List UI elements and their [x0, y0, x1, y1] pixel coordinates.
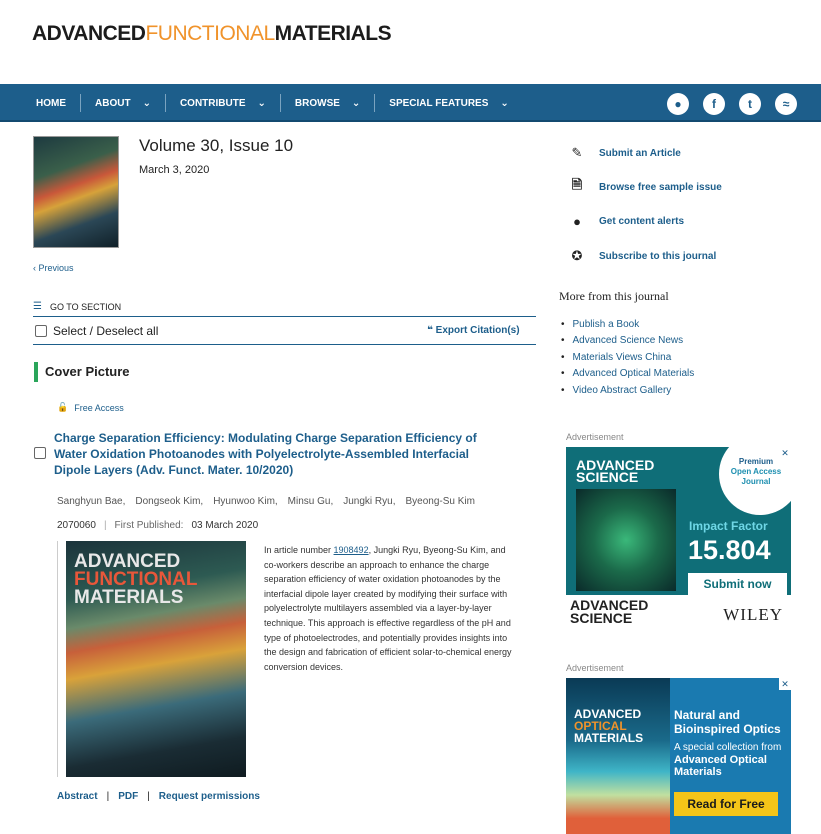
- author[interactable]: Hyunwoo Kim,: [213, 496, 278, 507]
- impact-factor-value: 15.804: [688, 535, 771, 565]
- article-number: 2070060: [57, 520, 96, 531]
- issue-date: March 3, 2020: [139, 164, 210, 176]
- nav-browse[interactable]: [281, 84, 374, 122]
- ad-journal-logo: [574, 708, 643, 744]
- chevron-left-icon: ‹: [33, 263, 39, 273]
- nav-home[interactable]: [22, 84, 80, 122]
- advanced-science-ad[interactable]: [566, 447, 791, 635]
- ad-cover-image: [576, 489, 676, 591]
- abstract-intro: In article number: [264, 545, 334, 555]
- twitter-icon[interactable]: t: [739, 93, 761, 115]
- more-link[interactable]: [561, 382, 694, 399]
- nav-browse-label: BROWSE: [294, 97, 340, 109]
- article-checkbox[interactable]: [34, 447, 46, 459]
- abstract-body: , Jungki Ryu, Byeong-Su Kim, and co-workers describe an approach to enhance the charge separation efficiency of water oxidation photoanodes by the interfacial dipole layer created by modifying their surface with polyelectrolyte multilayers assembled via a layer-by-layer technique. This approach is effective regardless of the pH and type of photoelectrodes, and potentially provides insights into the design and fabrication of efficient solar-to-chemical energy conversion devices.: [264, 545, 512, 672]
- section-marker: [34, 362, 38, 382]
- document-icon: 🗎: [571, 177, 583, 192]
- read-for-free-button[interactable]: Read for Free: [674, 792, 778, 816]
- rss-icon[interactable]: ≈: [775, 93, 797, 115]
- ad-submit-button[interactable]: Submit now: [688, 573, 787, 595]
- select-all[interactable]: [35, 324, 158, 338]
- link-separator: |: [106, 791, 110, 802]
- more-link[interactable]: [561, 366, 694, 383]
- ad-close-icon[interactable]: ✕: [779, 678, 791, 690]
- link-separator: |: [147, 791, 150, 802]
- more-link-label: • Advanced Science News: [572, 335, 684, 347]
- impact-factor-label: Impact Factor: [689, 519, 768, 533]
- more-from-journal-title: More from this journal: [559, 289, 669, 303]
- issue-cover-thumbnail[interactable]: [33, 136, 119, 248]
- nav-contribute[interactable]: [166, 84, 280, 122]
- ad-premium-badge: [725, 457, 787, 487]
- chevron-down-icon: ⌄: [500, 97, 509, 109]
- article-links: [57, 791, 260, 802]
- article-reference-link[interactable]: 1908492: [333, 545, 369, 555]
- nav-special-features[interactable]: [375, 84, 522, 122]
- ad-footer-logo-line-2: SCIENCE: [570, 610, 633, 626]
- ad-logo-line-2: SCIENCE: [576, 469, 639, 485]
- ad-footer: [566, 595, 791, 635]
- list-icon: ☰: [33, 301, 42, 312]
- abstract-snippet: [264, 543, 512, 674]
- author[interactable]: Jungki Ryu,: [343, 496, 396, 507]
- facebook-icon[interactable]: f: [703, 93, 725, 115]
- bell-icon[interactable]: ●: [667, 93, 689, 115]
- nav-special-features-label: SPECIAL FEATURES: [389, 97, 489, 109]
- submit-article-label: Submit an Article: [599, 147, 681, 159]
- nav-contribute-label: CONTRIBUTE: [179, 97, 246, 109]
- chevron-down-icon: ⌄: [142, 97, 151, 109]
- cover-image[interactable]: [66, 541, 246, 777]
- article-meta: [57, 520, 258, 531]
- ad-logo-line-1: ADVANCED: [576, 457, 655, 473]
- previous-label: Previous: [38, 263, 74, 273]
- author[interactable]: Dongseok Kim,: [135, 496, 204, 507]
- quote-icon: ❝: [427, 325, 436, 336]
- ad-logo-line-1: ADVANCED: [574, 707, 642, 721]
- free-access-badge: [57, 402, 124, 413]
- export-citations-button[interactable]: [427, 325, 520, 336]
- ad-logo-line-2: OPTICAL: [574, 719, 627, 733]
- select-all-label: Select / Deselect all: [53, 324, 159, 338]
- ad-subline: A special collection from: [674, 742, 782, 753]
- more-from-journal-list: [561, 316, 694, 399]
- ad-footer-logo: [570, 599, 648, 625]
- premium-sublabel: Open Access Journal: [730, 467, 782, 486]
- content-alerts-link[interactable]: [569, 213, 684, 229]
- star-icon: ✪: [571, 248, 583, 263]
- nav-about[interactable]: [81, 84, 165, 122]
- more-link-label: • Video Abstract Gallery: [572, 384, 672, 396]
- divider: [33, 344, 536, 345]
- browse-sample-label: Browse free sample issue: [599, 181, 722, 193]
- export-citations-label: Export Citation(s): [435, 325, 520, 336]
- go-to-section-label: GO TO SECTION: [49, 301, 122, 312]
- ad-journal-logo: [576, 459, 654, 483]
- abstract-rule: [57, 541, 58, 777]
- go-to-section[interactable]: [33, 301, 121, 312]
- logo-part-2: FUNCTIONAL: [145, 22, 275, 45]
- pdf-link[interactable]: PDF: [118, 791, 139, 802]
- nav-home-label: HOME: [36, 97, 66, 109]
- more-link-label: • Materials Views China: [572, 351, 672, 363]
- author[interactable]: Sanghyun Bae,: [57, 496, 126, 507]
- nav-about-label: ABOUT: [95, 97, 131, 109]
- submit-article-link[interactable]: [569, 145, 681, 161]
- browse-sample-issue-link[interactable]: [569, 179, 722, 195]
- chevron-down-icon: ⌄: [351, 97, 361, 109]
- free-access-label: Free Access: [74, 402, 124, 413]
- ad-subline-bold: Advanced Optical Materials: [674, 754, 767, 778]
- subscribe-label: Subscribe to this journal: [599, 250, 717, 262]
- main-nav: [0, 84, 821, 122]
- issue-title: Volume 30, Issue 10: [139, 136, 294, 155]
- more-link[interactable]: [561, 316, 694, 333]
- advertisement-label: Advertisement: [566, 432, 624, 442]
- cover-title-line-2: FUNCTIONAL: [74, 569, 198, 590]
- article-title-link[interactable]: Charge Separation Efficiency: Modulating Charge Separation Efficiency of Water Oxidation Photoanodes with Polyelectrolyte-Assembled Interfacial Dipole Layers (Adv. Funct. Mater. 10/2020): [54, 431, 477, 477]
- previous-issue-link[interactable]: [33, 263, 74, 273]
- author-list: [57, 496, 475, 507]
- logo-part-1: ADVANCED: [32, 22, 146, 45]
- advertisement-label: Advertisement: [566, 663, 624, 673]
- select-all-checkbox[interactable]: [35, 325, 47, 337]
- author[interactable]: Byeong-Su Kim: [405, 496, 475, 507]
- first-published-label: First Published:: [114, 520, 184, 531]
- abstract-link[interactable]: Abstract: [57, 791, 98, 802]
- more-link[interactable]: [561, 349, 694, 366]
- cover-title-line-3: MATERIALS: [74, 587, 184, 608]
- first-published-date: 03 March 2020: [191, 520, 259, 531]
- meta-separator: |: [103, 520, 107, 531]
- content-alerts-label: Get content alerts: [599, 215, 685, 227]
- logo-part-3: MATERIALS: [274, 22, 392, 45]
- request-permissions-link[interactable]: Request permissions: [158, 791, 260, 802]
- more-link-label: • Advanced Optical Materials: [572, 368, 695, 380]
- ad-close-icon[interactable]: ✕: [779, 447, 791, 459]
- ad-image: [566, 678, 670, 834]
- premium-label: Premium: [738, 457, 774, 466]
- section-title: Cover Picture: [45, 364, 130, 379]
- ad-headline: Natural and Bioinspired Optics: [674, 708, 781, 736]
- more-link-label: • Publish a Book: [572, 318, 640, 330]
- edit-icon: ✎: [571, 145, 583, 160]
- journal-logo[interactable]: [32, 22, 391, 46]
- cover-title-line-1: ADVANCED: [74, 551, 181, 572]
- more-link[interactable]: [561, 333, 694, 350]
- unlock-icon: 🔓: [57, 402, 69, 412]
- divider: [33, 316, 536, 317]
- author[interactable]: Minsu Gu,: [287, 496, 334, 507]
- ad-logo-line-3: MATERIALS: [574, 731, 644, 745]
- ad-footer-logo-line-1: ADVANCED: [570, 597, 649, 613]
- advanced-optical-materials-ad[interactable]: [566, 678, 791, 834]
- publisher-logo: WILEY: [723, 605, 783, 624]
- bell-icon: ●: [573, 213, 581, 229]
- subscribe-link[interactable]: [569, 248, 716, 264]
- chevron-down-icon: ⌄: [257, 97, 266, 109]
